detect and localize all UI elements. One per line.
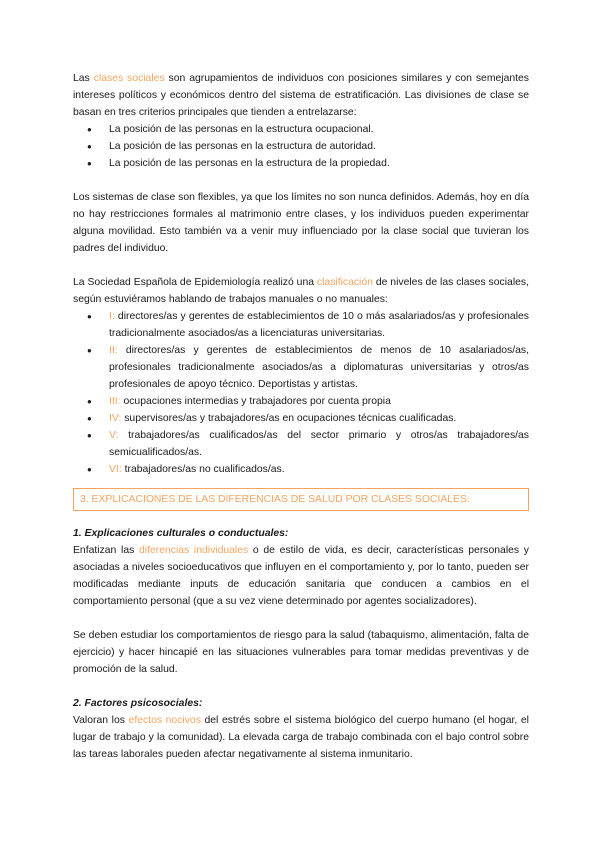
bullet-icon: ● — [87, 159, 92, 168]
document-page — [73, 70, 529, 763]
bullet-icon: ● — [87, 125, 92, 134]
culturales-paragraph: Enfatizan las diferencias individuales o de estilo de vida, es decir, características personales y asociadas a niveles socioeducativos que influyen en el comportamiento y, por lo tanto, pueden ser modificadas mediante inputs de educación sanitaria que conducen a cambios en el comportamiento personal (que a su vez viene determinado por agentes socializadores). — [73, 545, 529, 607]
highlight-diferencias-individuales: diferencias individuales — [138, 545, 249, 556]
riesgo-paragraph: Se deben estudiar los comportamientos de riesgo para la salud (tabaquismo, alimentación, falta de ejercicio) y hacer hincapié en las situaciones vulnerables para tomar medidas preventivas y de promoción de la salud. — [73, 630, 529, 675]
bullet-icon: ● — [87, 397, 92, 406]
bullet-icon: ● — [87, 312, 92, 321]
intro-paragraph: Las clases sociales son agrupamientos de individuos con posiciones similares y con semejantes intereses políticos y económicos dentro del sistema de estratificación. Las divisiones de clase se basan en tres criterios principales que tienden a entrelazarse: — [73, 73, 529, 118]
list-item: ● IV: supervisores/as y trabajadores/as en ocupaciones técnicas cualificadas. — [73, 410, 529, 427]
bullet-icon: ● — [87, 431, 92, 440]
levels-list — [73, 308, 529, 478]
highlight-efectos-nocivos: efectos nocivos — [128, 715, 201, 726]
list-item: ● VI: trabajadores/as no cualificados/as. — [73, 461, 529, 478]
classification-paragraph: La Sociedad Española de Epidemiología realizó una clasificación de niveles de las clases sociales, según estuviéramos hablando de trabajos manuales o no manuales: — [73, 277, 529, 305]
list-item: ● La posición de las personas en la estructura de autoridad. — [73, 138, 529, 155]
bullet-icon: ● — [87, 465, 92, 474]
section-heading: 3. EXPLICACIONES DE LAS DIFERENCIAS DE SALUD POR CLASES SOCIALES: — [73, 488, 529, 511]
subheading-culturales: 1. Explicaciones culturales o conductuales: — [73, 528, 289, 539]
psicosociales-paragraph: Valoran los efectos nocivos del estrés sobre el sistema biológico del cuerpo humano (el hogar, el lugar de trabajo y la comunidad). La elevada carga de trabajo combinada con el bajo control sobre las tareas laborales pueden afectar negativamente al sistema inmunitario. — [73, 715, 529, 760]
flexible-paragraph: Los sistemas de clase son flexibles, ya que los límites no son nunca definidos. Además, hoy en día no hay restricciones formales al matrimonio entre clases, y los individuos pueden experimentar alguna movilidad. Esto también va a venir muy influenciado por la clase social que tuvieran los padres del individuo. — [73, 192, 529, 254]
list-item: ● III: ocupaciones intermedias y trabajadores por cuenta propia — [73, 393, 529, 410]
list-item: ● V: trabajadores/as cualificados/as del sector primario y otros/as trabajadores/as semicualificados/as. — [73, 427, 529, 461]
bullet-icon: ● — [87, 414, 92, 423]
bullet-icon: ● — [87, 346, 92, 355]
list-item: ● II: directores/as y gerentes de establecimientos de menos de 10 asalariados/as, profesionales tradicionalmente asociados/as a diplomaturas universitarias y otros/as profesionales de apoyo técnico. Deportistas y artistas. — [73, 342, 529, 393]
subheading-psicosociales: 2. Factores psicosociales: — [73, 698, 203, 709]
list-item: ● La posición de las personas en la estructura de la propiedad. — [73, 155, 529, 172]
list-item: ● La posición de las personas en la estructura ocupacional. — [73, 121, 529, 138]
highlight-clases-sociales: clases sociales — [93, 73, 165, 84]
criteria-list — [73, 121, 529, 172]
highlight-clasificacion: clasificación — [316, 277, 373, 288]
bullet-icon: ● — [87, 142, 92, 151]
list-item: ● I: directores/as y gerentes de establecimientos de 10 o más asalariados/as y profesionales tradicionalmente asociados/as a licenciaturas universitarias. — [73, 308, 529, 342]
